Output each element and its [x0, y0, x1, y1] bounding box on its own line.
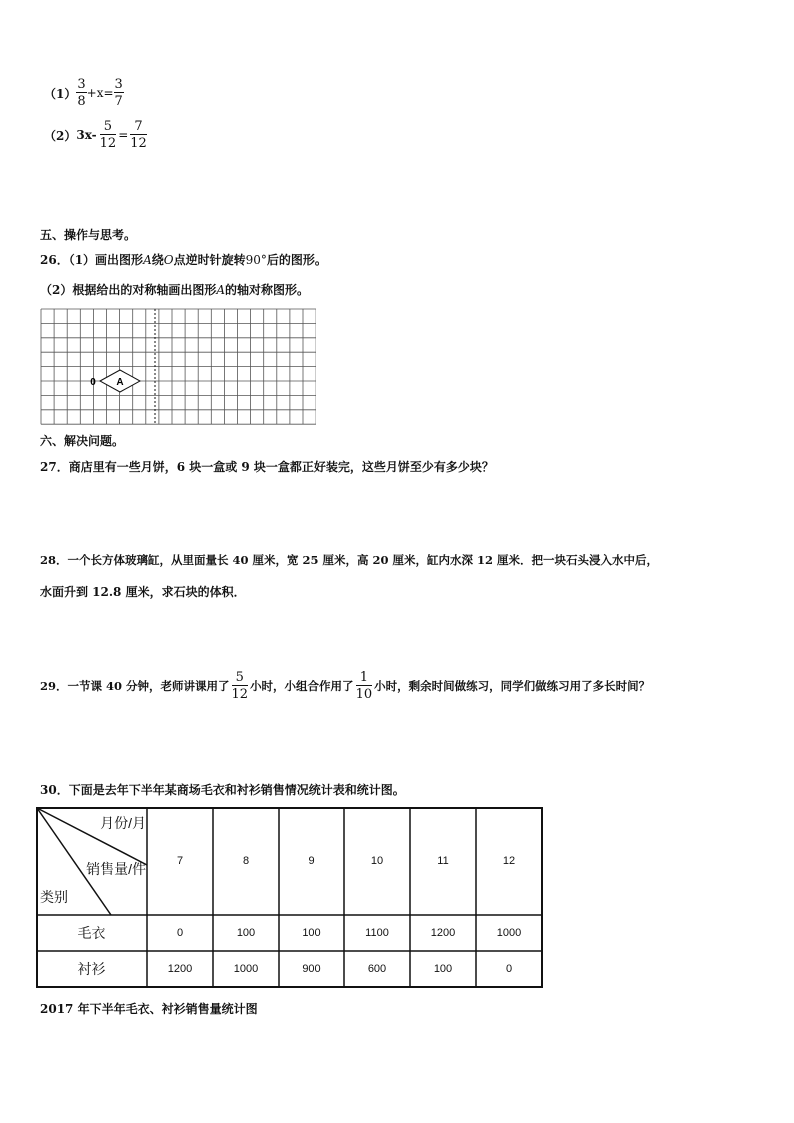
- q28-line2: 水面升到 12.8 厘米，求石块的体积．: [40, 585, 246, 599]
- q29-fraction-1: [232, 671, 249, 701]
- month-cell: 12: [502, 855, 516, 867]
- equation-1-label: （1）: [44, 86, 77, 101]
- section-5-title: 五、操作与思考。: [40, 228, 137, 242]
- equation-1-middle: +x=: [86, 86, 114, 100]
- numerator: 3: [114, 77, 123, 92]
- numerator: 1: [356, 671, 373, 686]
- header-category: 类别: [40, 889, 68, 905]
- numerator: 5: [100, 120, 117, 135]
- q26-part2: [40, 281, 309, 298]
- table-cell: 900: [302, 963, 321, 975]
- denominator: 10: [355, 687, 373, 702]
- equation-1: [44, 78, 124, 108]
- table-cell: 0: [505, 963, 513, 975]
- q29-mid: 小时，小组合作用了: [250, 679, 354, 693]
- equation-2-rhs-fraction: [130, 120, 147, 150]
- table-cell: 1000: [496, 927, 522, 939]
- table-cell: 100: [433, 963, 453, 975]
- month-cell: 10: [370, 855, 384, 867]
- point-o-label: 0: [90, 377, 96, 388]
- denominator: 8: [77, 94, 86, 109]
- table-cell: 0: [176, 927, 184, 939]
- q29-post: 小时，剩余时间做练习，同学们做练习用了多长时间？: [374, 679, 651, 693]
- equation-2-label: （2）: [44, 128, 77, 143]
- q29-pre: 29．一节课 40 分钟，老师讲课用了: [40, 679, 230, 693]
- denominator: 12: [231, 687, 249, 702]
- numerator: 3: [77, 77, 86, 92]
- q29: [40, 671, 650, 701]
- q26-grid-figure: [40, 308, 316, 426]
- table-cell: 600: [367, 963, 387, 975]
- q26-part1-post: 点逆时针旋转: [173, 253, 246, 267]
- row-sweater-label: 毛衣: [77, 925, 106, 941]
- q26-var-o: O: [163, 253, 174, 267]
- month-cell: 11: [437, 855, 449, 867]
- sales-table: [36, 807, 544, 989]
- header-month: 月份/月: [100, 815, 146, 831]
- q28-line1: 28．一个长方体玻璃缸，从里面量长 40 厘米，宽 25 厘米，高 20 厘米，缸内水深 12 厘米．把一块石头浸入水中后，: [40, 553, 659, 567]
- q26-part1-pre: 26．（1）画出图形: [40, 253, 144, 267]
- equation-2-lhs-fraction: [100, 120, 117, 150]
- table-cell: 100: [236, 927, 256, 939]
- equation-2-prefix: 3x-: [76, 128, 97, 142]
- chart-caption: 2017 年下半年毛衣、衬衫销售量统计图: [40, 1002, 258, 1016]
- table-cell: 1200: [430, 927, 456, 939]
- q26-part1-mid: 绕: [151, 253, 164, 267]
- table-cell: 1200: [167, 963, 193, 975]
- q26-part1-end: 后的图形。: [266, 253, 327, 267]
- table-cell: 1100: [365, 927, 389, 939]
- q29-fraction-2: [356, 671, 373, 701]
- q30-text: 30．下面是去年下半年某商场毛衣和衬衫销售情况统计表和统计图。: [40, 783, 405, 797]
- q27-text: 27．商店里有一些月饼，6 块一盒或 9 块一盒都正好装完，这些月饼至少有多少块？: [40, 460, 494, 474]
- section-6-title: 六、解决问题。: [40, 434, 125, 448]
- q26-part2-post: 的轴对称图形。: [225, 283, 310, 297]
- grid-lines: [41, 309, 316, 424]
- q26-var-a-2: A: [216, 283, 226, 297]
- month-cell: 8: [242, 855, 250, 867]
- denominator: 12: [99, 136, 117, 151]
- denominator: 7: [114, 94, 123, 109]
- header-sales: 销售量/件: [86, 861, 146, 877]
- q26-angle: 90°: [245, 253, 267, 267]
- equation-1-rhs-fraction: [114, 78, 124, 108]
- month-cell: 7: [176, 855, 184, 867]
- table-cell: 1000: [233, 963, 259, 975]
- equation-1-lhs-fraction: [76, 78, 86, 108]
- q26-part2-pre: （2）根据给出的对称轴画出图形: [40, 283, 217, 297]
- table-cell: 100: [302, 927, 321, 939]
- month-cell: 9: [308, 855, 315, 867]
- numerator: 5: [232, 671, 249, 686]
- q26-part1: [40, 251, 327, 268]
- row-shirt-label: 衬衫: [77, 961, 106, 977]
- numerator: 7: [130, 120, 147, 135]
- equation-2-middle: =: [118, 128, 129, 142]
- denominator: 12: [130, 136, 147, 151]
- shape-a-label: A: [116, 377, 124, 388]
- q26-var-a: A: [143, 253, 152, 267]
- equation-2: [44, 120, 147, 150]
